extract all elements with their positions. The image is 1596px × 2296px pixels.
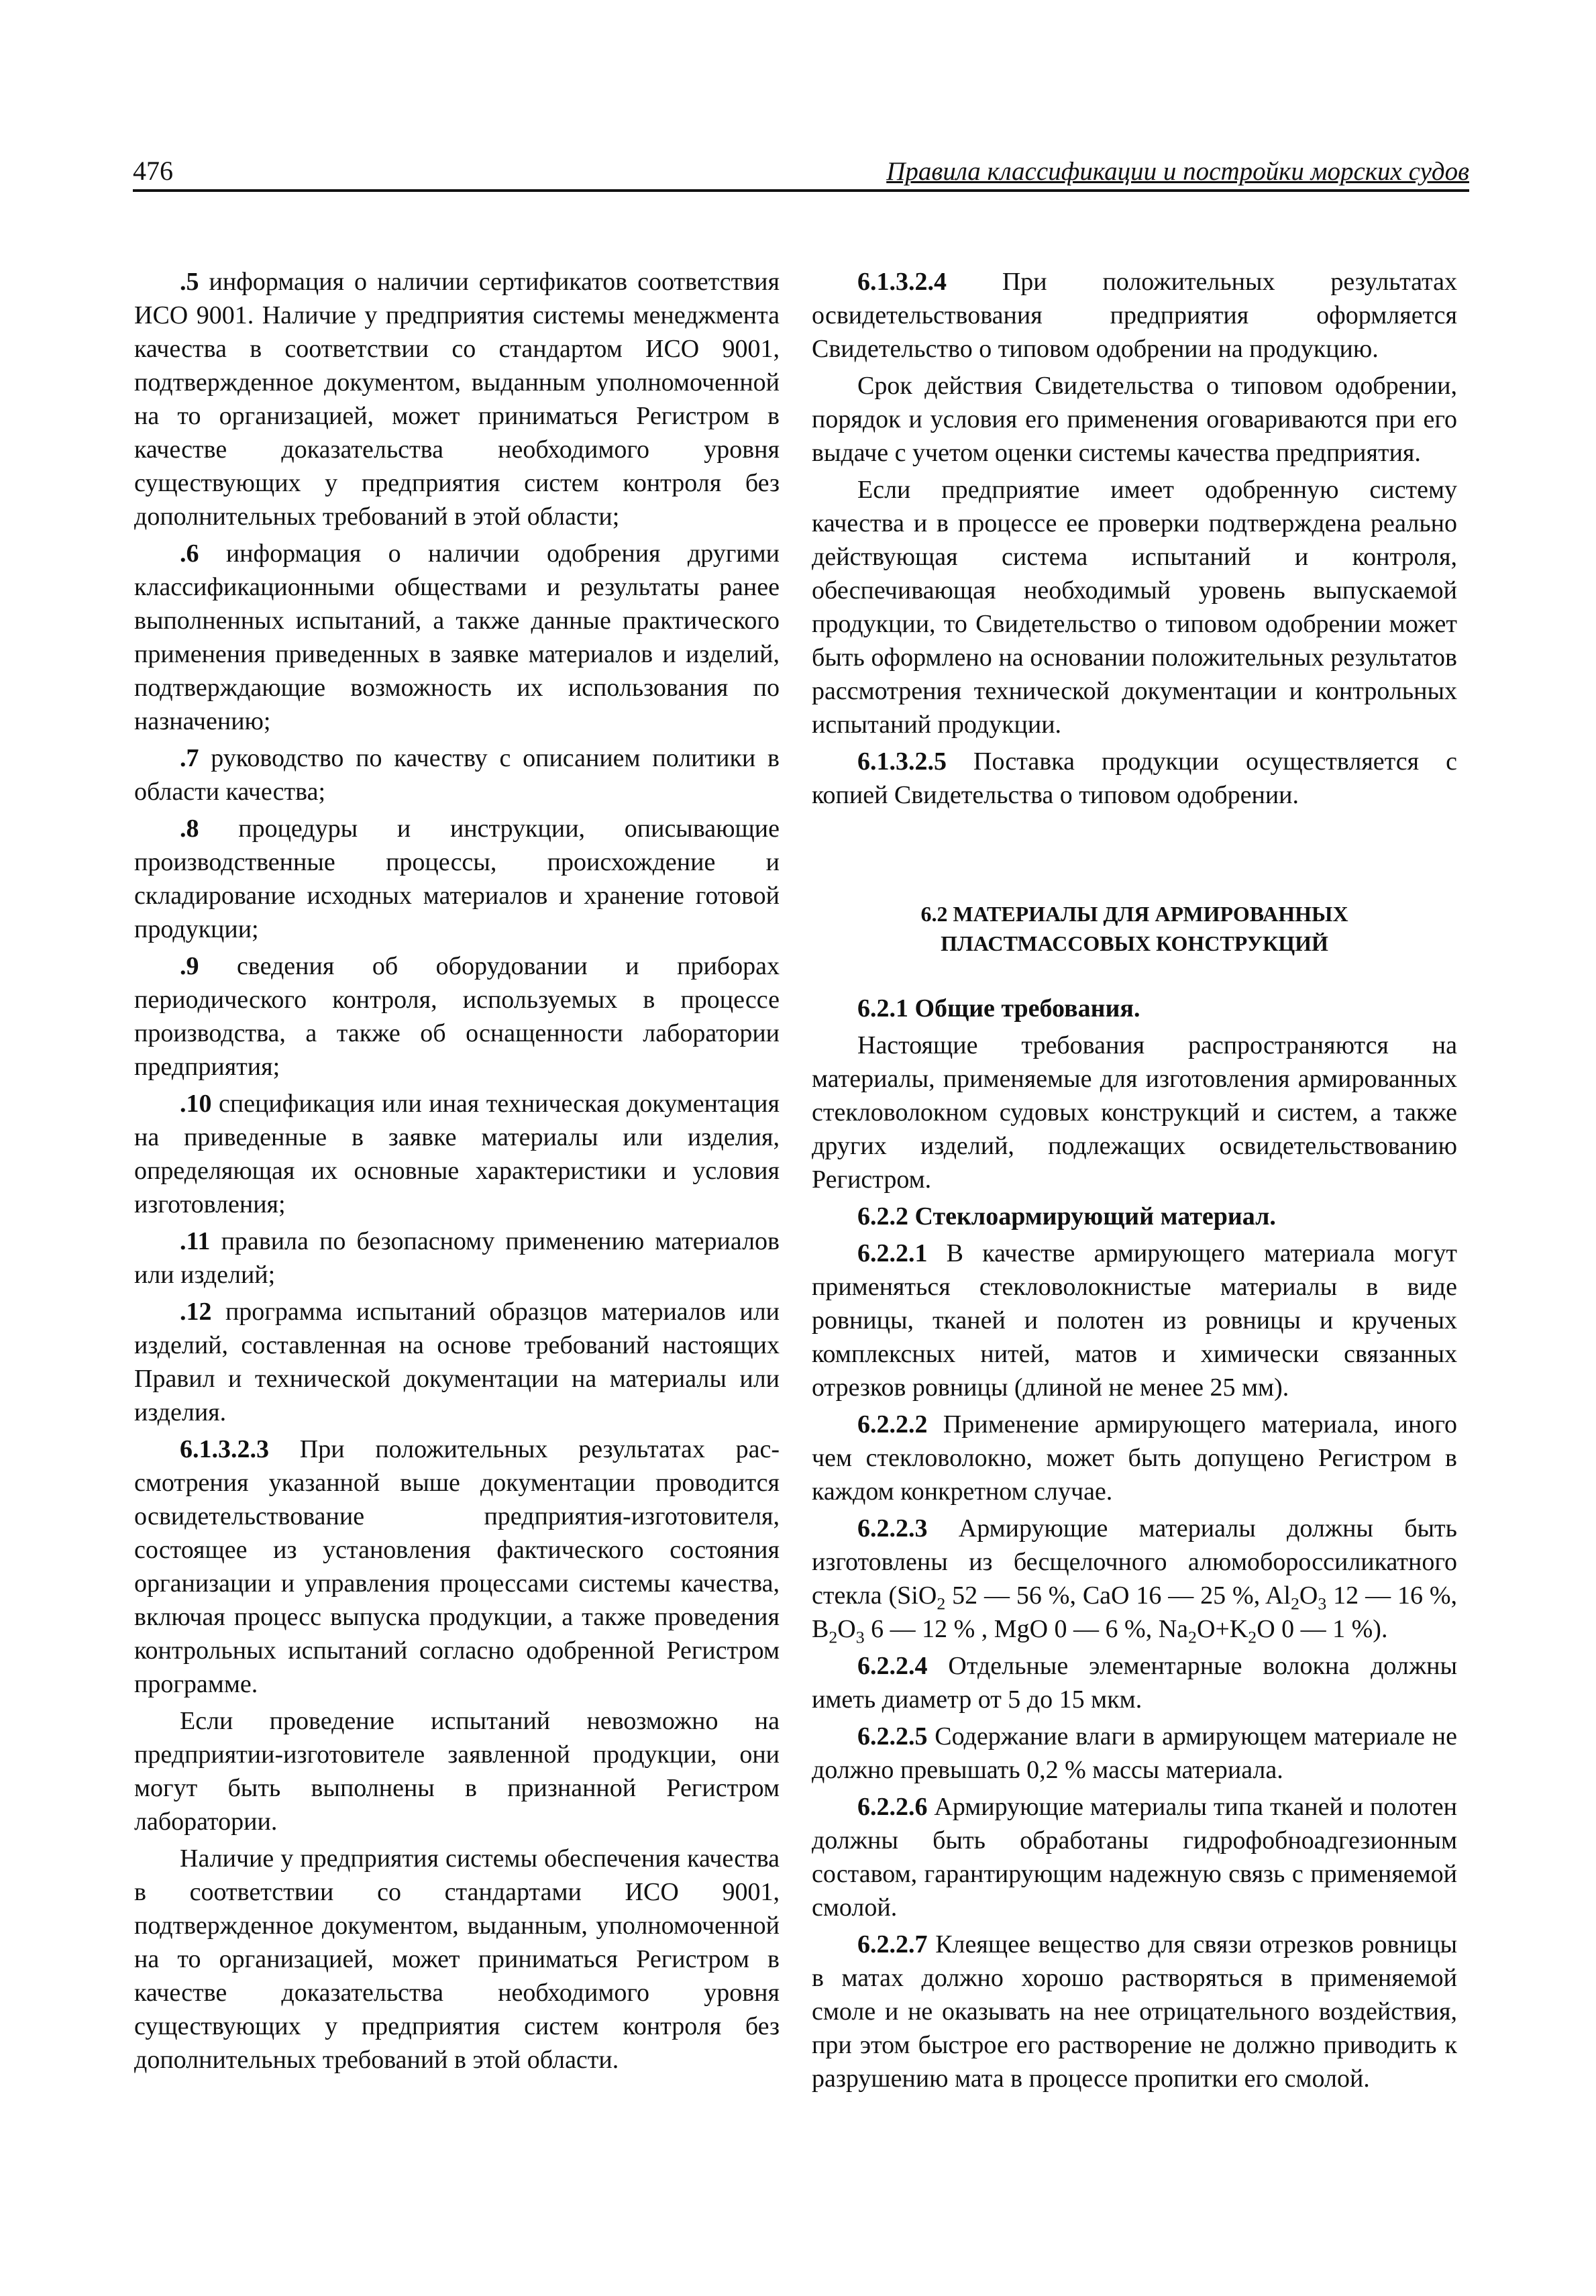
- paragraph-text: Применение армирующего материала, иного чем стекловолокно, может быть допущено Регистром в каждом конкретном случае.: [812, 1410, 1457, 1506]
- subscript: 2: [937, 1594, 946, 1614]
- paragraph-text: O: [837, 1615, 856, 1643]
- subscript: 2: [829, 1627, 838, 1647]
- paragraph-item-6: [134, 537, 780, 738]
- item-number: .6: [180, 539, 199, 568]
- clause-number: 6.2.2.2: [857, 1410, 928, 1439]
- paragraph-text: O: [1299, 1581, 1318, 1610]
- subscript: 2: [1248, 1627, 1257, 1647]
- paragraph-text: Содержание влаги в армирующем материале не должно превышать 0,2 % массы материала.: [812, 1722, 1457, 1784]
- paragraph-text: правила по безопасному применению материалов или изделий;: [134, 1227, 780, 1289]
- paragraph-text: спецификация или иная техническая документация на приведенные в заявке материалы или изделия, определяющая их основные характеристики и условия изготовления;: [134, 1090, 780, 1218]
- page-header: [133, 152, 1469, 192]
- clause-number: 6.2.2.4: [857, 1652, 928, 1680]
- item-number: .12: [180, 1298, 212, 1326]
- paragraph-6-2-2-7: [812, 1928, 1457, 2095]
- clause-number: 6.2.2.6: [857, 1793, 928, 1821]
- paragraph-text: 12 — 16 %, B: [812, 1581, 1458, 1643]
- paragraph-tests: Если проведение испытаний невозможно на предприятии-изготовителе заявленной продукции, они могут быть выполнены в признанной Регистром лаборатории.: [134, 1707, 780, 1836]
- clause-number: 6.2.2.5: [857, 1722, 928, 1751]
- item-number: .8: [180, 815, 199, 843]
- paragraph-6-1-3-2-3: [134, 1432, 780, 1701]
- paragraph-text: информация о наличии одобрения другими классификационными обществами и результаты ранее выполненных испытаний, а также данные практического применения приведенных в заявке материалов и изделий, подтверждающие возможность их использования по назначению;: [134, 539, 780, 735]
- page-number: 476: [133, 156, 173, 186]
- subscript: 2: [1291, 1594, 1299, 1614]
- subsection-heading-6-2-1: 6.2.1 Общие требования.: [857, 994, 1140, 1023]
- clause-number: 6.2.2.7: [857, 1930, 928, 1959]
- section-title-line: ПЛАСТМАССОВЫХ КОНСТРУКЦИЙ: [941, 931, 1328, 955]
- paragraph-item-12: [134, 1295, 780, 1429]
- paragraph-iso: Наличие у предприятия системы обеспечения качества в соответствии со стандартами ИСО 9001, подтвержденное документом, выданным, уполномоченной на то организацией, может приниматься Регистром в качестве доказательства необходимого уровня существующих у предприятия систем контроля без дополнительных требований в этой области.: [134, 1844, 780, 2074]
- item-number: .9: [180, 952, 199, 980]
- paragraph-text: руководство по качеству с описанием политики в области качества;: [134, 744, 780, 806]
- paragraph-6-1-3-2-5: [812, 745, 1457, 812]
- left-column: [134, 265, 780, 2080]
- paragraph-item-8: [134, 812, 780, 946]
- paragraph-text: В качестве армирующего материала могут применяться стекловолокнистые материалы в виде ровницы, тканей и полотен из ровницы и крученых комплексных нитей, матов и химически связанных отрезков ровницы (длиной не менее 25 мм).: [812, 1239, 1457, 1402]
- item-number: .5: [180, 268, 199, 296]
- paragraph-6-2-2-1: [812, 1237, 1457, 1404]
- paragraph-text: Армирующие материалы типа тканей и полотен должны быть обработаны гидрофобноадгезионным составом, гарантирующим надежную связь с применяемой смолой.: [812, 1793, 1457, 1922]
- paragraph-item-11: [134, 1224, 780, 1292]
- paragraph-text: Отдельные элементарные волокна должны иметь диаметр от 5 до 15 мкм.: [812, 1652, 1457, 1714]
- paragraph-6-1-3-2-4: [812, 265, 1457, 366]
- paragraph-text: процедуры и инструкции, описывающие производственные процессы, происхождение и складирование исходных материалов и хранение готовой продукции;: [134, 815, 780, 943]
- subscript: 3: [1318, 1594, 1327, 1614]
- paragraph-item-9: [134, 949, 780, 1084]
- paragraph-6-2-1: Настоящие требования распространяются на материалы, применяемые для изготовления армированных стекловолокном судовых конструкций и систем, а также других изделий, подлежащих освидетельствованию Регистром.: [812, 1031, 1457, 1194]
- subsection-heading-6-2-2: 6.2.2 Стеклоармирующий материал.: [857, 1202, 1276, 1231]
- paragraph-text: При положительных результатах освидетельствования предприятия оформляется Свидетельство о типовом одобрении на продукцию.: [812, 268, 1457, 363]
- subscript: 2: [1188, 1627, 1197, 1647]
- clause-number: 6.1.3.2.3: [180, 1435, 269, 1463]
- clause-number: 6.2.2.3: [857, 1514, 928, 1543]
- paragraph-text: 52 — 56 %, CaO 16 — 25 %, Al: [945, 1581, 1291, 1610]
- section-title: [812, 899, 1457, 958]
- item-number: .11: [180, 1227, 211, 1255]
- paragraph-item-10: [134, 1087, 780, 1221]
- clause-number: 6.1.3.2.4: [857, 268, 947, 296]
- paragraph-validity: Срок действия Свидетельства о типовом одобрении, порядок и условия его применения оговариваются при его выдаче с учетом оценки системы качества предприятия.: [812, 372, 1457, 467]
- paragraph-text: 6 — 12 % , MgO 0 — 6 %, Na: [864, 1615, 1189, 1643]
- paragraph-text: Поставка продукции осуществляется с копией Свидетельства о типовом одобрении.: [812, 747, 1457, 809]
- running-title: Правила классификации и постройки морских судов: [886, 157, 1469, 186]
- paragraph-text: Клеящее вещество для связи отрезков ровницы в матах должно хорошо растворяться в применяемой смоле и не оказывать на нее отрицательного воздействия, при этом быстрое его растворение не должно приводить к разрушению мата в процессе пропитки его смолой.: [812, 1930, 1457, 2093]
- paragraph-text: программа испытаний образцов материалов или изделий, составленная на основе требований настоящих Правил и технической документации на материалы или изделия.: [134, 1298, 780, 1426]
- paragraph-6-2-2-3: [812, 1512, 1457, 1646]
- paragraph-text: O+K: [1196, 1615, 1248, 1643]
- subscript: 3: [855, 1627, 865, 1647]
- item-number: .7: [180, 744, 199, 772]
- paragraph-6-2-2-2: [812, 1408, 1457, 1508]
- right-column: [812, 265, 1457, 2099]
- paragraph-text: информация о наличии сертификатов соответствия ИСО 9001. Наличие у предприятия системы менеджмента качества в соответствии со стандартом ИСО 9001, подтвержденное документом, выданным уполномоченной на то организацией, может приниматься Регистром в качестве доказательства необходимого уровня существующих у предприятия систем контроля без дополнительных требований в этой области;: [134, 268, 780, 531]
- paragraph-item-5: [134, 265, 780, 533]
- item-number: .10: [180, 1090, 212, 1118]
- paragraph-approved-system: Если предприятие имеет одобренную систему качества и в процессе ее проверки подтверждена реально действующая система испытаний и контроля, обеспечивающая необходимый уровень выпускаемой продукции, то Свидетельство о типовом одобрении может быть оформлено на основании положительных результатов рассмотрения технической документации и контрольных испытаний продукции.: [812, 476, 1457, 739]
- paragraph-6-2-2-5: [812, 1720, 1457, 1787]
- paragraph-6-2-2-6: [812, 1790, 1457, 1924]
- paragraph-text: O 0 — 1 %).: [1257, 1615, 1388, 1643]
- clause-number: 6.1.3.2.5: [857, 747, 947, 776]
- clause-number: 6.2.2.1: [857, 1239, 928, 1267]
- paragraph-text: При положительных результатах рассмотрения указанной выше документации проводится освидетельствование предприятия-изготовителя, состоящее из установления фактического состояния организации и управления процессами системы качества, включая процесс выпуска продукции, а также проведения контрольных испытаний согласно одобренной Регистром программе.: [134, 1435, 780, 1698]
- paragraph-text: сведения об оборудовании и приборах периодического контроля, используемых в процессе производства, а также об оснащенности лаборатории предприятия;: [134, 952, 780, 1081]
- paragraph-text: Армирующие материалы должны быть изготовлены из бесщелочного алюмобороссиликатного стекла (SiO: [812, 1514, 1457, 1610]
- paragraph-6-2-2-4: [812, 1649, 1457, 1716]
- section-title-line: 6.2 МАТЕРИАЛЫ ДЛЯ АРМИРОВАННЫХ: [920, 902, 1348, 926]
- paragraph-item-7: [134, 741, 780, 808]
